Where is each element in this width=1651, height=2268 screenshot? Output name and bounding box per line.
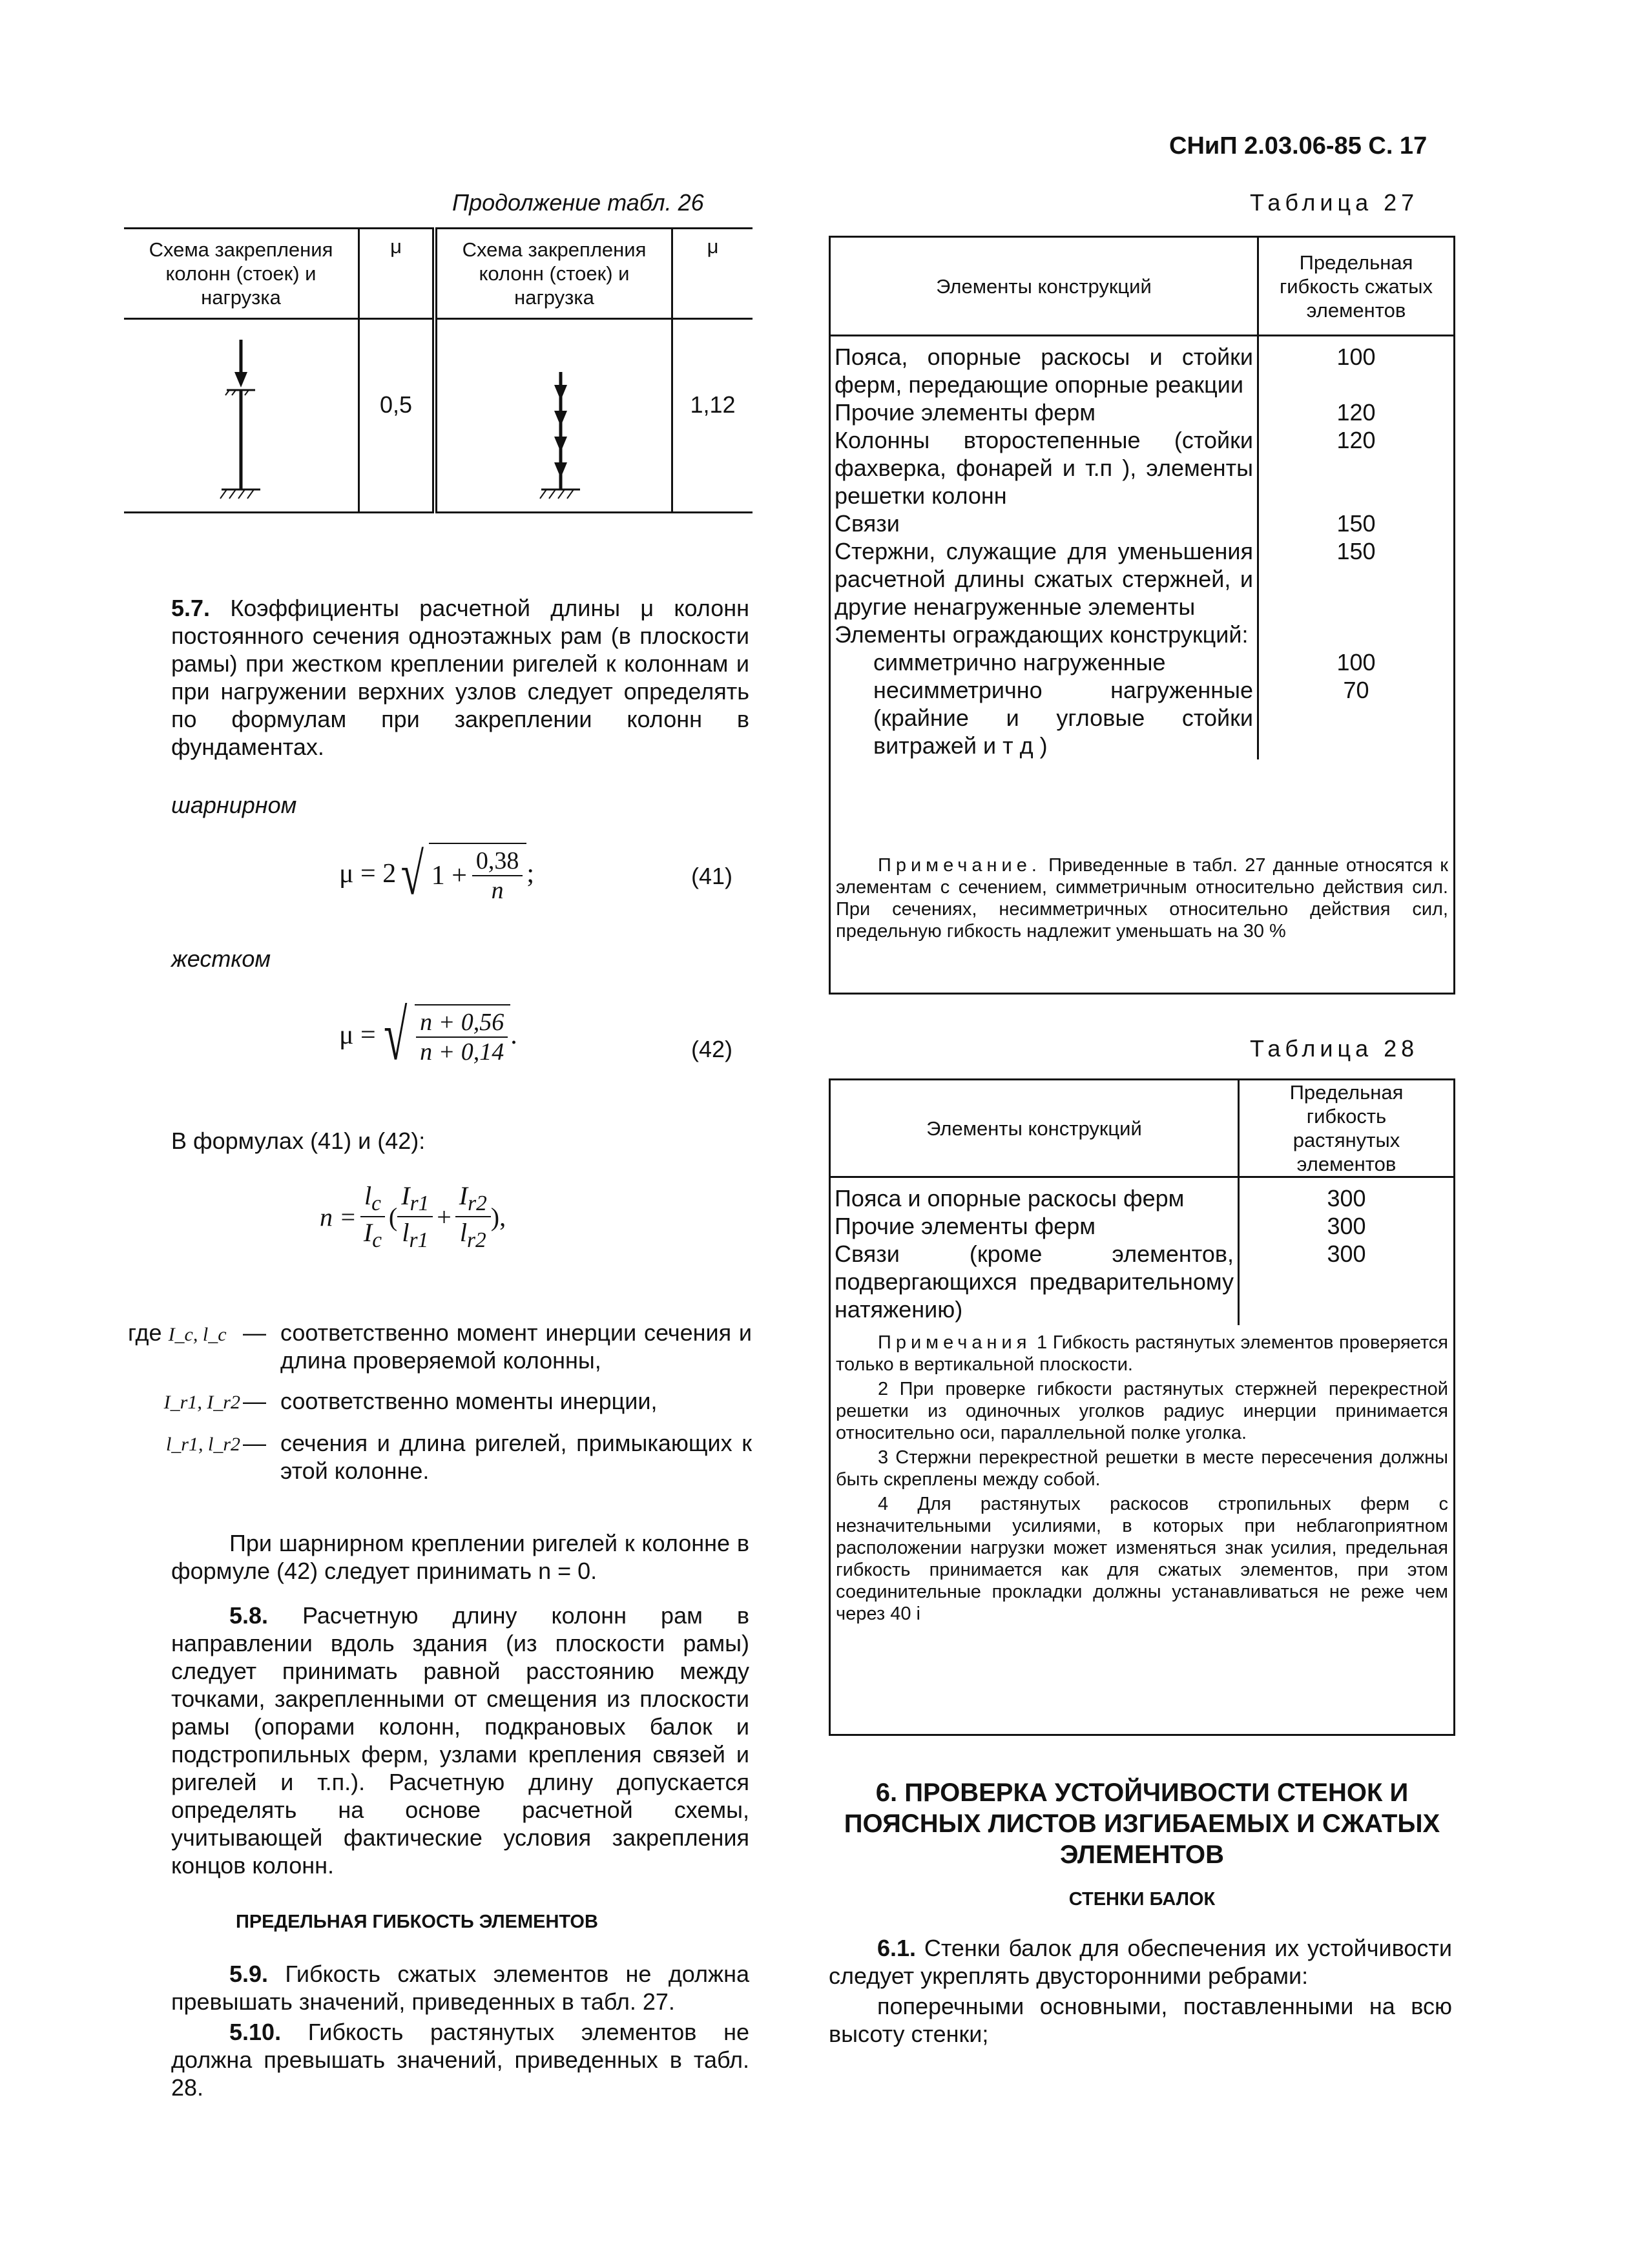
table28-row-value: 300	[1327, 1241, 1366, 1267]
paragraph-5-9	[171, 1960, 749, 2015]
table28-notes-label: Примечания	[878, 1332, 1032, 1353]
paragraph-5-9-number: 5.9.	[229, 1961, 269, 1987]
table28-row-label: Прочие элементы ферм	[835, 1213, 1096, 1239]
table28-header	[831, 1080, 1453, 1178]
table27-row-label: Стержни, служащие для уменьшения расчетной длины сжатых стержней, и другие ненагруженные элементы	[835, 538, 1253, 620]
table26-col2-header: μ	[359, 229, 435, 319]
sqrt-icon: √	[400, 841, 424, 907]
def1-text: соответственно момент инерции сечения и длина проверяемой колонны,	[280, 1319, 752, 1374]
table27-row-label: несимметрично нагруженные (крайние и угловые стойки витражей и т д )	[873, 677, 1253, 759]
paragraph-5-8-number: 5.8.	[229, 1602, 269, 1629]
table26-col3-header: Схема закрепления колонн (стоек) и нагрузка	[435, 229, 672, 319]
table28-rows-text	[831, 1178, 1238, 1323]
table27-title: Таблица 27	[1250, 189, 1419, 216]
paragraph-5-8	[171, 1602, 749, 1879]
table28-note-4: 4 Для растянутых раскосов стропильных ферм с незначительными усилиями, в которых при неблагоприятном расположении нагрузки может изменяться знак усилия, предельная гибкость принимается как для сжатых элементов, при этом соединительные прокладки должны устанавливаться не реже чем через 40 i	[836, 1494, 1448, 1624]
table28-note-2: 2 При проверке гибкости растянутых стержней перекрестной решетки из одиночных уголков радиус инерции принимается относительно оси, параллельной полке уголка.	[836, 1379, 1448, 1443]
table26	[124, 227, 753, 511]
table28-note-3: 3 Стержни перекрестной решетки в месте пересечения должны быть скреплены между собой.	[836, 1447, 1448, 1490]
table26-caption: Продолжение табл. 26	[452, 189, 704, 216]
table28-title: Таблица 28	[1250, 1035, 1419, 1062]
subhead-slenderness: ПРЕДЕЛЬНАЯ ГИБКОСТЬ ЭЛЕМЕНТОВ	[236, 1912, 598, 1932]
table28-row-value: 300	[1327, 1185, 1366, 1211]
definition-row: I_r1, I_r2 — соответственно моменты инерции,	[128, 1387, 754, 1416]
def1-symbol: I_c, l_c	[168, 1324, 227, 1345]
formula-41-denominator: n	[491, 877, 504, 904]
table27-note-text: Приведенные в табл. 27 данные относятся к элементам с сечением, симметричным относительно действия сил. При сечениях, несимметричных относительно действия сил, предельную гибкость надлежит уменьшать на 30 %	[836, 855, 1448, 942]
table27-rows-values	[1259, 336, 1453, 759]
table27-row-label: Колонны второстепенные (стойки фахверка, фонарей и т.п ), элементы решетки колонн	[835, 427, 1253, 509]
table27-row-value: 100	[1336, 649, 1376, 675]
table26-col4-header: μ	[672, 229, 753, 319]
section-6-title: 6. ПРОВЕРКА УСТОЙЧИВОСТИ СТЕНОК И ПОЯСНЫХ ЛИСТОВ ИЗГИБАЕМЫХ И СЖАТЫХ ЭЛЕМЕНТОВ	[844, 1778, 1440, 1869]
table27-body	[831, 336, 1453, 759]
paragraph-5-7-text: Коэффициенты расчетной длины μ колонн постоянного сечения одноэтажных рам (в плоскости рамы) при жестком креплении ригелей к колоннам и при нагружении верхних узлов следует определять по формулам при закреплении колонн в фундаментах.	[171, 595, 749, 760]
table28	[829, 1078, 1455, 1736]
running-header: СНиП 2.03.06-85 С. 17	[1169, 132, 1428, 160]
label-hinged: шарнирном	[171, 792, 297, 818]
table26-mu2: 1,12	[672, 319, 753, 513]
table28-header-elements: Элементы конструкций	[831, 1080, 1240, 1176]
column-scheme-hinged-icon	[125, 320, 357, 508]
table28-row-label: Пояса и опорные раскосы ферм	[835, 1185, 1185, 1211]
table27	[829, 236, 1455, 995]
table27-row-label: Прочие элементы ферм	[835, 399, 1096, 426]
paragraph-6-1-number: 6.1.	[877, 1935, 917, 1961]
paragraph-5-9-text: Гибкость сжатых элементов не должна превышать значений, приведенных в табл. 27.	[171, 1961, 749, 2015]
table26-col1-header: Схема закрепления колонн (стоек) и нагрузка	[124, 229, 359, 319]
formula-41-numerator: 0,38	[472, 847, 523, 876]
table27-row-label: Связи	[835, 510, 900, 537]
table27-row-value: 120	[1336, 427, 1376, 453]
definitions	[128, 1319, 754, 1485]
paragraph-6-1-text: Стенки балок для обеспечения их устойчивости следует укреплять двусторонними ребрами:	[829, 1935, 1452, 1989]
formula-n-lhs: n =	[320, 1202, 357, 1232]
table27-note	[831, 854, 1453, 942]
table27-header	[831, 238, 1453, 336]
formula-41-lhs: μ = 2	[339, 859, 397, 889]
hinge-note: При шарнирном креплении ригелей к колонне в формуле (42) следует принимать n = 0.	[171, 1530, 749, 1584]
table27-header-elements: Элементы конструкций	[831, 238, 1259, 335]
paragraph-5-10-number: 5.10.	[229, 2019, 282, 2045]
formula-41: μ = 2 √ 1 + $\frac{0,38}{n}$ ;	[339, 841, 535, 907]
table26-scheme2	[435, 319, 672, 513]
formula-41-tag: (41)	[691, 863, 733, 889]
column-scheme-distributed-icon	[438, 320, 670, 508]
def2-text: соответственно моменты инерции,	[280, 1388, 658, 1414]
table28-notes	[831, 1325, 1453, 1625]
table27-row-value: 100	[1336, 344, 1376, 370]
definition-row: где I_c, l_c — соответственно момент инерции сечения и длина проверяемой колонны,	[128, 1319, 752, 1374]
paragraph-6-1-item: поперечными основными, поставленными на всю высоту стенки;	[829, 1993, 1452, 2047]
table28-rows-values	[1240, 1178, 1453, 1323]
formula-42-numerator: n + 0,56	[416, 1008, 508, 1038]
paragraph-5-7	[171, 594, 749, 761]
table27-rows-text	[831, 336, 1257, 759]
table26-scheme1	[124, 319, 359, 513]
section-6-subhead: СТЕНКИ БАЛОК	[1068, 1889, 1216, 1910]
table28-row-label: Связи (кроме элементов, подвергающихся предварительному натяжению)	[835, 1241, 1234, 1323]
def3-text: сечения и длина ригелей, примыкающих к этой колонне.	[280, 1430, 752, 1484]
table28-header-limit: Предельная гибкость растянутых элементов	[1289, 1081, 1404, 1175]
table26-mu1: 0,5	[359, 319, 435, 513]
formula-42-denominator: n + 0,14	[420, 1038, 504, 1066]
table27-note-label: Примечание.	[878, 855, 1041, 876]
paragraph-5-7-number: 5.7.	[171, 595, 211, 621]
table27-row-label: Пояса, опорные раскосы и стойки ферм, передающие опорные реакции	[835, 344, 1253, 398]
table28-note-1: 1 Гибкость растянутых элементов проверяется только в вертикальной плоскости.	[836, 1332, 1448, 1375]
table27-row-label: Элементы ограждающих конструкций:	[835, 621, 1249, 648]
table27-header-limit: Предельная гибкость сжатых элементов	[1279, 251, 1433, 322]
table28-row-value: 300	[1327, 1213, 1366, 1239]
def2-symbol: I_r1, I_r2	[163, 1392, 240, 1413]
paragraph-5-10-text: Гибкость растянутых элементов не должна превышать значений, приведенных в табл. 28.	[171, 2019, 749, 2101]
table27-row-value: 150	[1336, 510, 1376, 537]
table28-body	[831, 1178, 1453, 1325]
in-formulas-label: В формулах (41) и (42):	[171, 1128, 426, 1154]
table27-row-value: 150	[1336, 538, 1376, 564]
def3-symbol: l_r1, l_r2	[165, 1434, 240, 1455]
label-rigid: жестком	[171, 945, 271, 972]
definition-row: l_r1, l_r2 — сечения и длина ригелей, примыкающих к этой колонне.	[165, 1430, 752, 1484]
table27-row-value: 120	[1336, 399, 1376, 426]
paragraph-5-8-text: Расчетную длину колонн рам в направлении вдоль здания (из плоскости рамы) следует принимать равной расстоянию между точками, закрепленными от смещения из плоскости рамы (опорами колонн, подкрановых балок и подстропильных ферм, узлами крепления связей и ригелей и т.п.). Расчетную длину допускается определять на основе расчетной схемы, учитывающей фактические условия закрепления концов колонн.	[171, 1602, 749, 1879]
paragraph-6-1	[829, 1934, 1452, 2048]
table27-row-value	[1259, 621, 1453, 648]
sqrt-icon: √	[383, 996, 408, 1075]
formula-42: μ = √ $\frac{n + 0,56}{n + 0,14}$ .	[339, 996, 517, 1075]
table27-row-value: 70	[1343, 677, 1369, 703]
where-label: где	[128, 1319, 162, 1346]
table27-row-label: симметрично нагруженные	[873, 649, 1166, 675]
formula-n: n = $\frac{l_c}{I_c}$ ( $\frac{I_{r1}}{l_{r1}}$ + $\frac{I_{r2}}{l_{r2}}$ ),	[320, 1181, 506, 1252]
paragraph-5-10	[171, 2018, 749, 2101]
formula-42-tag: (42)	[691, 1036, 733, 1062]
